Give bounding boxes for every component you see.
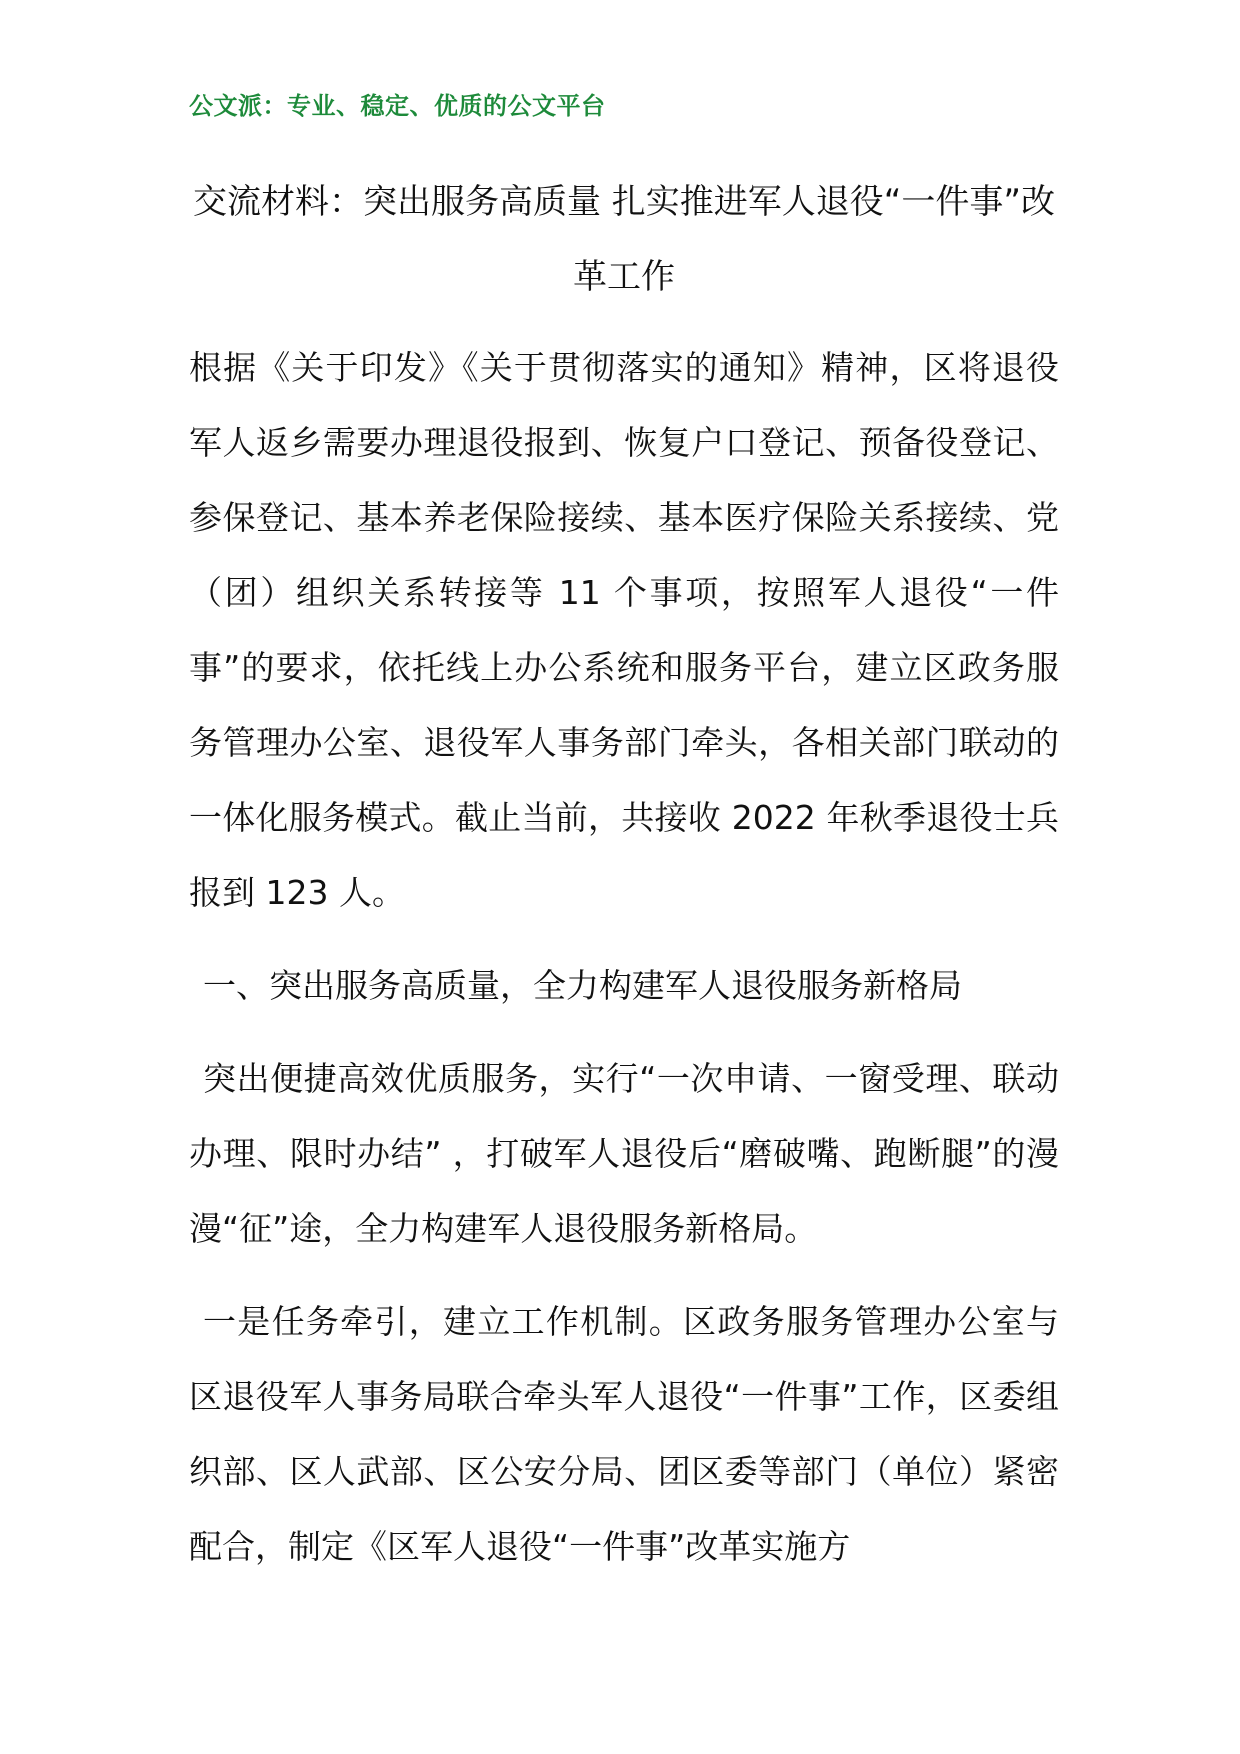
document-body [189, 330, 1059, 1602]
paragraph-work-mechanism: 一是任务牵引，建立工作机制。区政务服务管理办公室与区退役军人事务局联合牵头军人退役“一件事”工作，区委组织部、区人武部、区公安分局、团区委等部门（单位）紧密配合，制定《区军人退役“一件事”改革实施方 [189, 1302, 1059, 1566]
section-heading-1: 一、突出服务高质量，全力构建军人退役服务新格局 [203, 966, 962, 1005]
paragraph-intro: 根据《关于印发》《关于贯彻落实的通知》精神，区将退役军人返乡需要办理退役报到、恢复户口登记、预备役登记、参保登记、基本养老保险接续、基本医疗保险关系接续、党（团）组织关系转接等 11 个事项，按照军人退役“一件事”的要求，依托线上办公系统和服务平台，建立区政务服务管理办公室、退役军人事务部门牵头，各相关部门联动的一体化服务模式。截止当前，共接收 2022 年秋季退役士兵报到 123 人。 [189, 348, 1059, 912]
document-title: 交流材料：突出服务高质量 扎实推进军人退役“一件事”改革工作 [192, 182, 1056, 297]
platform-banner: 公文派：专业、稳定、优质的公文平台 [189, 92, 606, 120]
paragraph-section-1-summary: 突出便捷高效优质服务，实行“一次申请、一窗受理、联动办理、限时办结” ，打破军人退役后“磨破嘴、跑断腿”的漫漫“征”途，全力构建军人退役服务新格局。 [189, 1059, 1059, 1248]
